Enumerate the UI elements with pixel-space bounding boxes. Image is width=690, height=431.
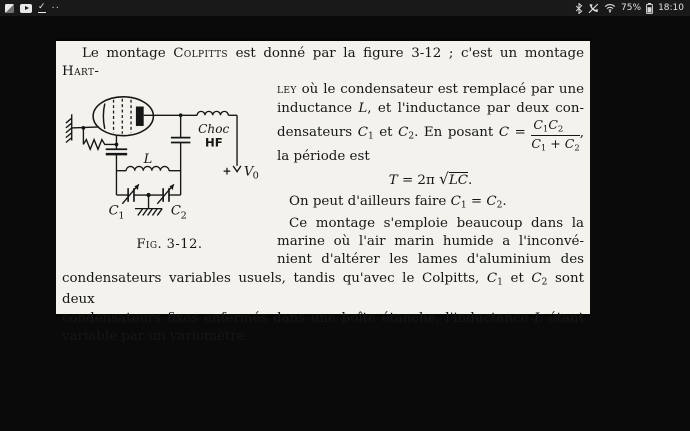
- figure-3-12: [62, 81, 277, 269]
- bluetooth-icon: [575, 3, 583, 14]
- scanned-page[interactable]: [56, 38, 590, 344]
- c2-label: C: [170, 203, 181, 219]
- choc-label: Choc: [198, 122, 230, 137]
- figure-caption: Fig. 3-12.: [136, 237, 203, 253]
- v0-label: V: [243, 164, 254, 180]
- text-line: Le montage Colpitts est donné par la figure 3-12 ; c'est un montage Hart-: [62, 46, 585, 80]
- colpitts-circuit-diagram: [62, 87, 274, 233]
- text-line: condensateurs variables usuels, tandis qu'avec le Colpitts, $C_1$ et $C_2$ sont deux: [62, 270, 584, 308]
- text-line: Ce montage s'emploie beaucoup dans la: [289, 215, 584, 231]
- text-line: nient d'altérer les lames d'aluminium des: [277, 252, 584, 268]
- text-line-with-fraction: densateurs $C_1$ et $C_2$. En posant C = $\frac{C_1C_2}{C_1 + C_2}$ ,: [277, 116, 585, 154]
- l-label: L: [143, 152, 153, 168]
- download-complete-icon: ✓: [38, 1, 46, 12]
- period-formula: T = 2π √LC.: [388, 170, 473, 189]
- text-line: marine où l'air marin humide a l'inconvé-: [277, 234, 584, 250]
- status-bar[interactable]: [0, 0, 690, 16]
- c1-subscript: 1: [118, 210, 125, 222]
- text-column: [277, 81, 584, 269]
- c1-label: C: [108, 203, 119, 219]
- notification-icons: [0, 3, 60, 14]
- text-line: On peut d'ailleurs faire $C_1 = C_2$.: [289, 194, 507, 211]
- status-clock: 18:10: [658, 3, 684, 13]
- v0-subscript: 0: [252, 170, 259, 182]
- more-notifications-dots: ··: [51, 2, 60, 14]
- text-line: inductance L, et l'inductance par deux con-: [277, 100, 584, 116]
- mute-icon: [588, 3, 599, 14]
- video-icon: [20, 4, 32, 13]
- text-line: condensateurs fixes enfermés dans une boîte étanche, l'inductance L étant: [62, 310, 584, 326]
- battery-icon: [646, 3, 653, 14]
- hf-label: HF: [204, 135, 223, 150]
- text-line: ley où le condensateur est remplacé par une: [277, 82, 584, 98]
- gallery-icon: [5, 4, 14, 13]
- capacitance-fraction: $\frac{C_1C_2}{C_1 + C_2}$: [531, 116, 580, 154]
- c2-subscript: 2: [180, 210, 187, 222]
- text-line: la période est: [277, 148, 370, 164]
- plus-label: +: [222, 164, 232, 178]
- wifi-icon: [604, 3, 616, 13]
- text-line: variable par un variomètre.: [62, 328, 249, 344]
- system-status-icons: [575, 3, 690, 14]
- battery-percent: 75%: [621, 3, 642, 13]
